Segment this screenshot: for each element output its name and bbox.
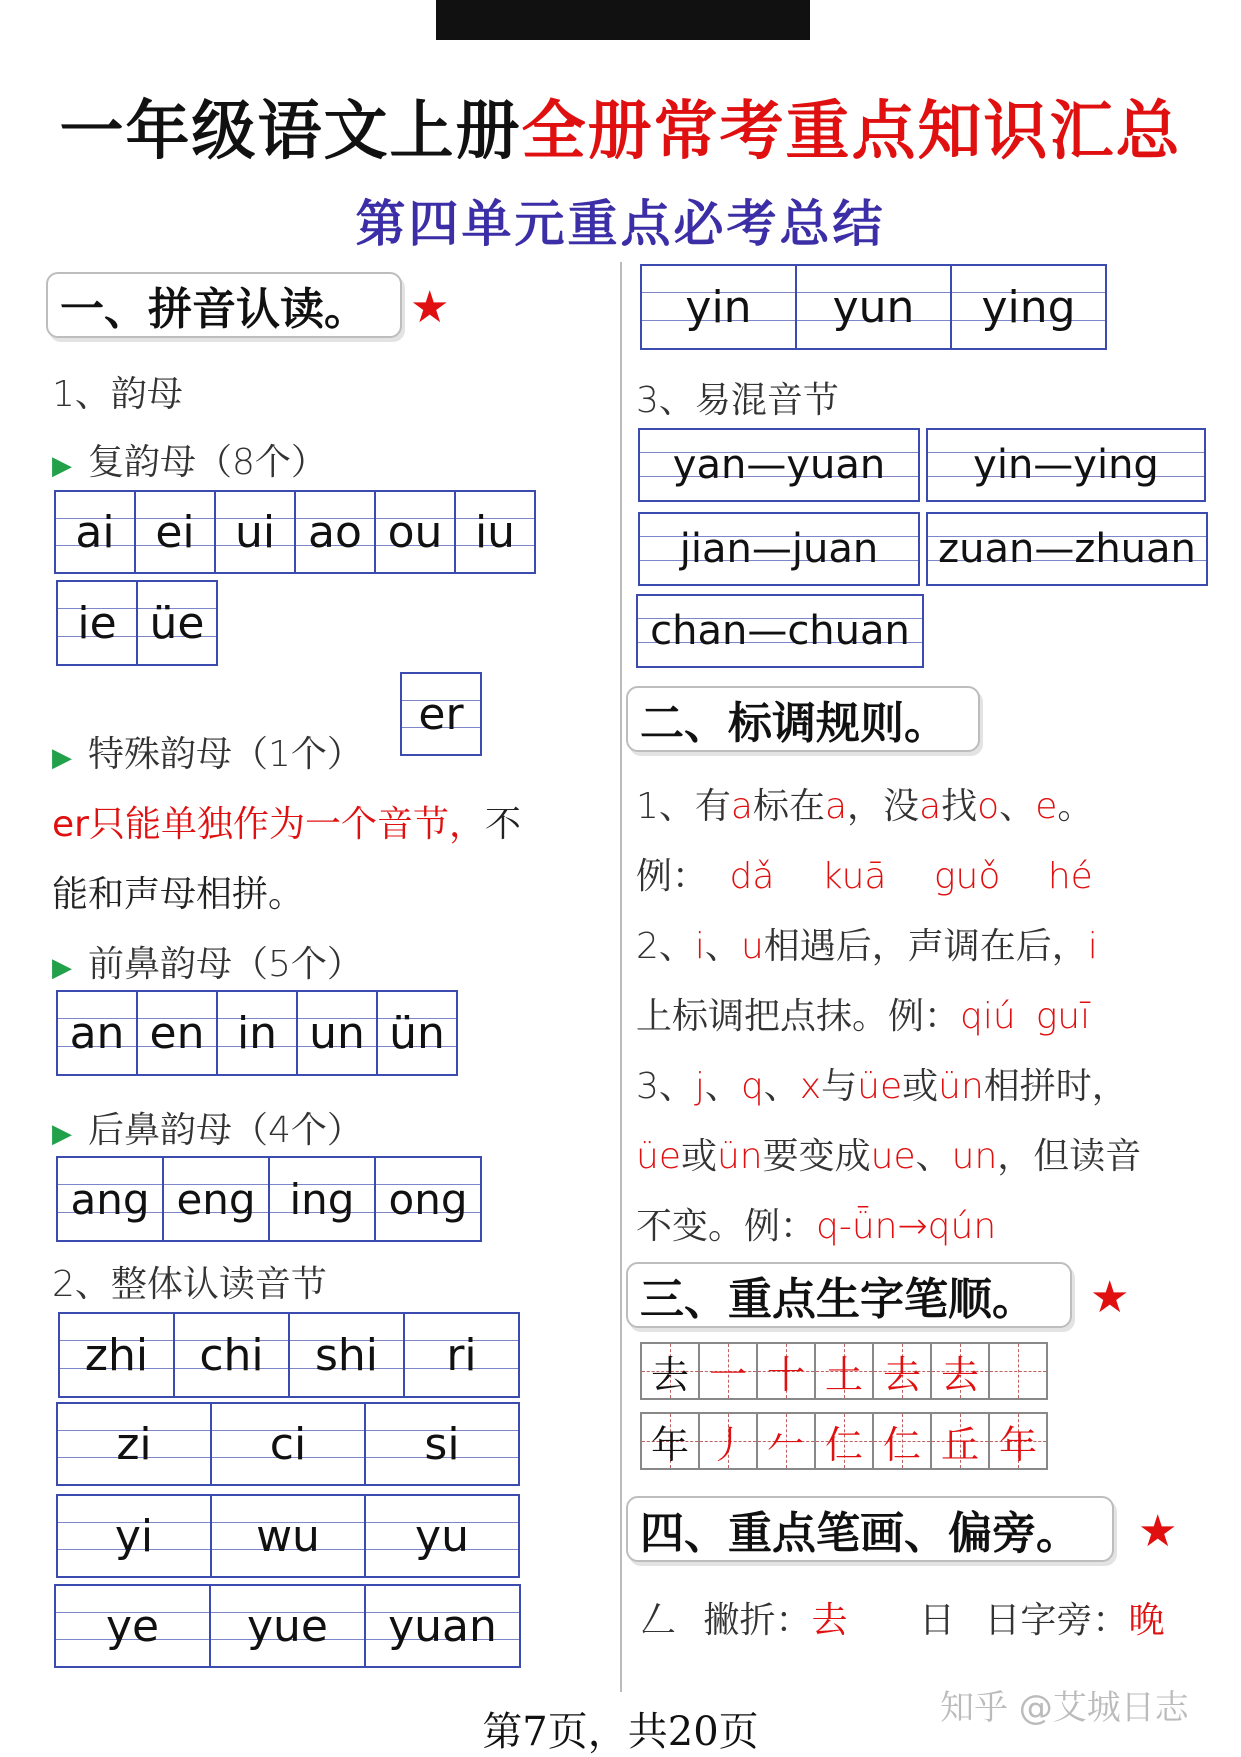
page-subtitle: 第四单元重点必考总结 [355, 194, 886, 253]
stroke-cell: 丿 [700, 1412, 758, 1470]
yihun-cell-1 [638, 428, 920, 502]
stroke-cell: 一 [700, 1342, 758, 1400]
pinyin-cell: ou [376, 490, 456, 574]
stroke-cell: 土 [816, 1342, 874, 1400]
pinyin-cell: yue [211, 1584, 366, 1668]
pinyin-cell: ye [56, 1584, 211, 1668]
pinyin-cell: yi [58, 1494, 212, 1578]
section-4-title: 四、重点笔画、偏旁。 [640, 1508, 1080, 1559]
title-black-part: 一年级语文上册 [59, 94, 522, 169]
pinyin-cell: yuan [366, 1584, 521, 1668]
pinyin-cell: üe [138, 580, 218, 666]
section-3-heading [626, 1262, 1072, 1328]
yihun-cell-4 [926, 512, 1208, 586]
triangle-icon: ▶ [52, 451, 72, 481]
rule-2-line2: 上标调把点抹。例：qiú guī [636, 996, 1091, 1037]
watermark: 知乎 @艾城日志 [940, 1688, 1189, 1728]
triangle-icon: ▶ [52, 743, 72, 773]
star-icon: ★ [1138, 1506, 1178, 1557]
zhengti-grid-row5 [640, 264, 1107, 350]
title-red-part: 全册常考重点知识汇总 [521, 94, 1182, 169]
pinyin-cell: in [218, 990, 298, 1076]
section-2-title: 二、标调规则。 [640, 698, 948, 749]
stroke-cell: 仁 [874, 1412, 932, 1470]
pinyin-cell: jian—juan [640, 512, 920, 586]
star-icon: ★ [1090, 1272, 1130, 1323]
houbi-grid [56, 1156, 482, 1242]
yihun-label: 3、易混音节 [636, 380, 839, 421]
pinyin-cell: yun [797, 264, 952, 350]
pinyin-cell: ei [136, 490, 216, 574]
pinyin-cell: ying [952, 264, 1107, 350]
stroke-cell: 去 [642, 1342, 700, 1400]
pinyin-cell: ci [212, 1402, 366, 1486]
fuyunmu-grid-row2 [56, 580, 218, 666]
section-1-heading [46, 272, 402, 338]
section-3-title: 三、重点生字笔顺。 [640, 1274, 1036, 1325]
triangle-icon: ▶ [52, 953, 72, 983]
stroke-grid-nian [640, 1412, 1048, 1470]
pinyin-cell: yin—ying [928, 428, 1206, 502]
stroke-cell: 年 [642, 1412, 700, 1470]
zhengti-grid-row4 [54, 1584, 521, 1668]
ri-radical-icon: 日 [918, 1600, 955, 1641]
stroke-grid-qu [640, 1342, 1048, 1400]
er-grid [400, 672, 482, 756]
yunmu-label: 1、韵母 [52, 374, 183, 415]
zhengti-grid-row3 [56, 1494, 520, 1578]
pinyin-cell: ün [378, 990, 458, 1076]
section-2-heading [626, 686, 980, 752]
zhengti-grid-row2 [56, 1402, 520, 1486]
rule-1: 1、有a标在a，没a找o、e。 [636, 786, 1094, 827]
pinyin-cell: ie [58, 580, 138, 666]
page-footer: 第7页，共20页 [482, 1709, 759, 1755]
column-divider [620, 262, 622, 1692]
teshu-label: ▶ 特殊韵母（1个） [52, 734, 363, 775]
section-4-heading [626, 1496, 1114, 1562]
pinyin-cell: ao [296, 490, 376, 574]
yihun-cell-5 [636, 594, 924, 668]
er-note-line1: er只能单独作为一个音节，不 [52, 804, 521, 845]
pinyin-cell: er [402, 672, 482, 756]
rule-3-line3: 不变。例：q-ǖn→qún [636, 1206, 997, 1247]
pinyin-cell: zhi [60, 1312, 175, 1398]
stroke-cell: 去 [874, 1342, 932, 1400]
zhengti-label: 2、整体认读音节 [52, 1264, 327, 1305]
er-note-line2: 能和声母相拼。 [52, 874, 305, 915]
pinyin-cell: en [138, 990, 218, 1076]
stroke-cell [990, 1342, 1048, 1400]
yihun-cell-2 [926, 428, 1206, 502]
page-title [0, 80, 1241, 172]
pinyin-cell: ri [405, 1312, 520, 1398]
pinyin-cell: yin [642, 264, 797, 350]
pinyin-cell: ing [270, 1156, 376, 1242]
pinyin-cell: eng [164, 1156, 270, 1242]
pinyin-cell: iu [456, 490, 536, 574]
section-1-title: 一、拼音认读。 [60, 284, 368, 335]
piezhe-stroke-icon: 𠃋 [640, 1600, 677, 1641]
pinyin-cell: ang [58, 1156, 164, 1242]
zhengti-grid-row1 [58, 1312, 520, 1398]
pinyin-cell: yan—yuan [640, 428, 920, 502]
pinyin-cell: si [366, 1402, 520, 1486]
rule-2-line1: 2、i、u相遇后，声调在后，i [636, 926, 1098, 967]
pinyin-cell: ai [56, 490, 136, 574]
fuyunmu-label: ▶ 复韵母（8个） [52, 442, 327, 483]
top-black-bar [436, 0, 810, 40]
star-icon: ★ [410, 282, 450, 333]
stroke-cell: 年 [990, 1412, 1048, 1470]
pinyin-cell: wu [212, 1494, 366, 1578]
pinyin-cell: yu [366, 1494, 520, 1578]
stroke-cell: 仁 [816, 1412, 874, 1470]
triangle-icon: ▶ [52, 1119, 72, 1149]
yihun-cell-3 [638, 512, 920, 586]
fuyunmu-grid-row1 [54, 490, 536, 574]
stroke-cell: 十 [758, 1342, 816, 1400]
stroke-cell: 丘 [932, 1412, 990, 1470]
pinyin-cell: ui [216, 490, 296, 574]
pinyin-cell: zi [58, 1402, 212, 1486]
pinyin-cell: chan—chuan [638, 594, 924, 668]
rule-3-line2: üe或ün要变成ue、un，但读音 [636, 1136, 1142, 1177]
pinyin-cell: ong [376, 1156, 482, 1242]
pinyin-cell: chi [175, 1312, 290, 1398]
pinyin-cell: un [298, 990, 378, 1076]
stroke-cell: 去 [932, 1342, 990, 1400]
qianbi-label: ▶ 前鼻韵母（5个） [52, 944, 363, 985]
pinyin-cell: zuan—zhuan [928, 512, 1208, 586]
stroke-radical-line: 𠃋 撇折：去 日 日字旁：晚 [640, 1600, 1165, 1641]
pinyin-cell: shi [290, 1312, 405, 1398]
pinyin-cell: an [58, 990, 138, 1076]
stroke-cell: 𠂉 [758, 1412, 816, 1470]
rule-1-example: 例： dǎ kuā guǒ hé [636, 856, 1093, 897]
rule-3-line1: 3、j、q、x与üe或ün相拼时， [636, 1066, 1128, 1107]
houbi-label: ▶ 后鼻韵母（4个） [52, 1110, 363, 1151]
qianbi-grid [56, 990, 458, 1076]
